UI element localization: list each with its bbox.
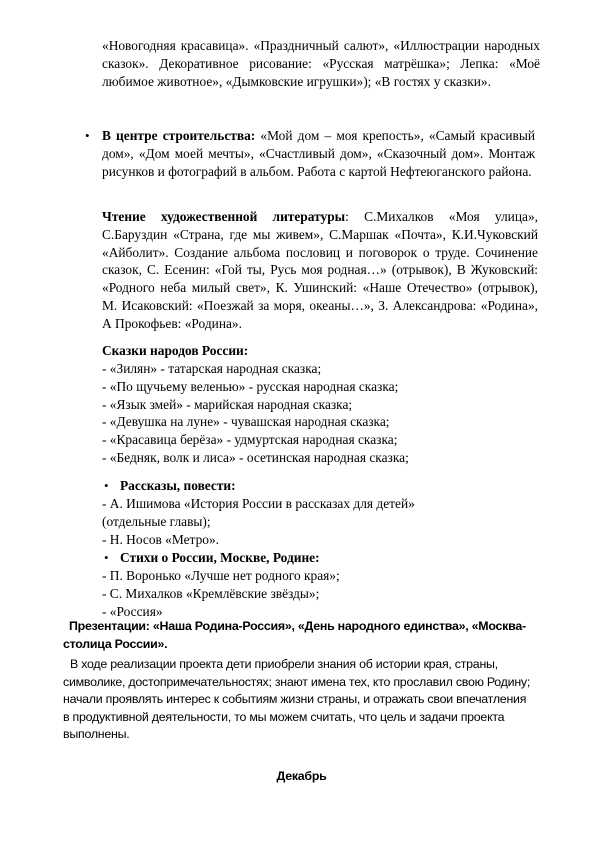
stories-item-1: - А. Ишимова «История России в рассказах для детей» (отдельные главы); [102, 496, 415, 529]
construction-paragraph [102, 127, 535, 180]
list-item: - «Язык змей» - марийская народная сказка; [102, 396, 353, 412]
list-item: - «Красавица берёза» - удмуртская народная сказка; [102, 432, 398, 448]
presentations-paragraph [63, 618, 538, 653]
reading-text: : С.Михалков «Моя улица», С.Баруздин «Страна, где мы живем», С.Маршак «Почта», К.И.Чуковский «Айболит». Создание альбома пословиц и поговорок о труде. Сочинение сказок, С. Есенин: «Гой ты, Русь моя родная…» (отрывок), В Жуковский: «Родного неба милый свет», К. Ушинский: «Наше Отечество» (отрывок), М. Исаковский: «Поезжай за моря, океаны…», З. Александрова: «Родина», А Прокофьев: «Родина». [102, 209, 538, 331]
poems-list [102, 567, 340, 620]
list-item: - «Зилян» - татарская народная сказка; [102, 361, 322, 376]
stories-item-2: - Н. Носов «Метро». [102, 532, 219, 547]
conclusion-paragraph [63, 656, 533, 744]
construction-text: «Мой дом – моя крепость», «Самый красивый дом», «Дом моей мечты», «Счастливый дом», «Сказочный дом». Монтаж рисунков и фотографий в альбом. Работа с картой Нефтеюганского района. [102, 128, 535, 179]
list-item: - «Бедняк, волк и лиса» - осетинская народная сказка; [102, 449, 409, 465]
bullet-stories: • [104, 478, 109, 493]
tales-list [102, 360, 409, 467]
art-activities-text: «Новогодняя красавица». «Праздничный салют», «Иллюстрации народных сказок». Декоративное рисование: «Русская матрёшка»; Лепка: «Моё любимое животное», «Дымковские игрушки»); «В гостях у сказки». [102, 38, 540, 89]
conclusion-text: В ходе реализации проекта дети приобрели знания об истории края, страны, символике, достопримечательностях; знают имена тех, кто прославил свою Родину; начали проявлять интерес к событиям жизни страны, и отражать свои впечатления в продуктивной деятельности, то мы можем считать, что цель и задачи проекта выполнены. [63, 657, 531, 742]
list-item: - «Россия» [102, 603, 163, 619]
reading-paragraph [102, 208, 538, 333]
reading-heading: Чтение художественной литературы [102, 209, 346, 224]
tales-heading: Сказки народов России: [102, 343, 249, 358]
presentations-text: «Наша Родина-Россия», «День народного единства», «Москва-столица России». [63, 619, 526, 651]
list-item: - П. Воронько «Лучше нет родного края»; [102, 568, 340, 583]
bullet-construction: • [85, 128, 90, 143]
construction-heading: В центре строительства: [102, 128, 256, 143]
list-item: - «По щучьему веленью» - русская народная сказка; [102, 378, 399, 394]
presentations-heading: Презентации: [69, 619, 150, 633]
poems-heading: Стихи о России, Москве, Родине: [120, 550, 320, 565]
bullet-poems: • [104, 550, 109, 565]
art-activities-paragraph [102, 37, 540, 90]
month-title: Декабрь [276, 769, 327, 783]
list-item: - С. Михалков «Кремлёвские звёзды»; [102, 585, 320, 601]
list-item: - «Девушка на луне» - чувашская народная сказка; [102, 414, 390, 430]
stories-heading: Рассказы, повести: [120, 478, 236, 493]
